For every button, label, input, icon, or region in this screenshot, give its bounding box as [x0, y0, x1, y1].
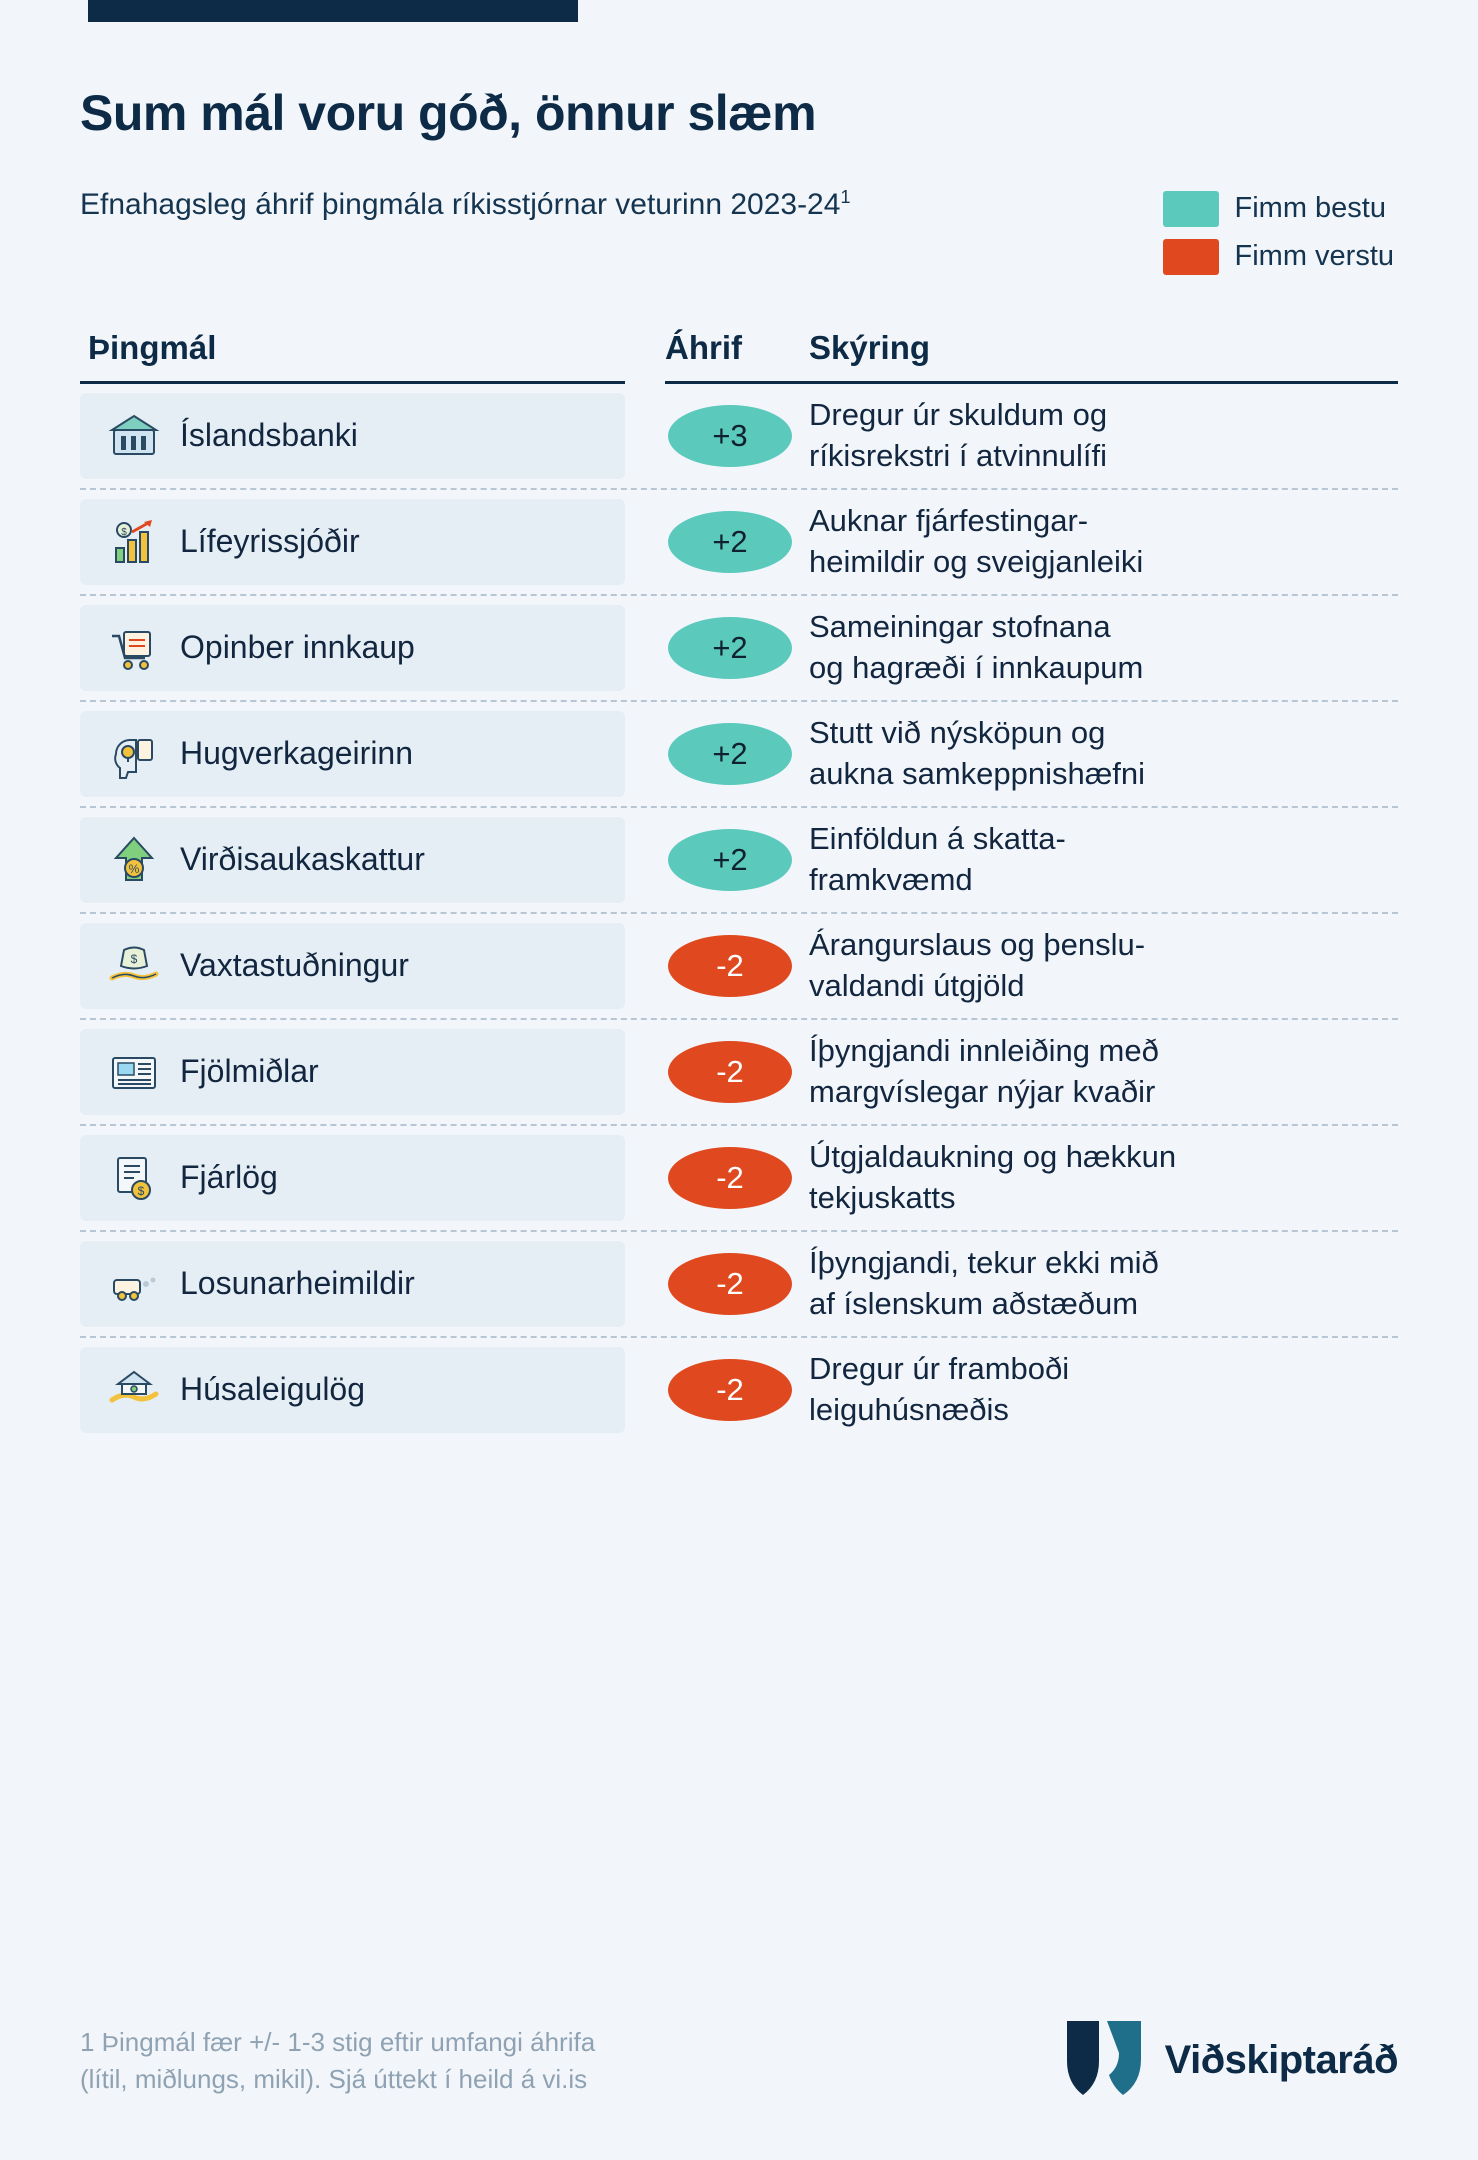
money-hand-icon — [106, 938, 162, 994]
column-header-thingmal: Þingmál — [80, 329, 625, 384]
row-description-line1: Sameiningar stofnana — [809, 609, 1111, 645]
emissions-icon — [106, 1256, 162, 1312]
row-score-cell — [665, 490, 795, 594]
row-description-line2: valdandi útgjöld — [809, 967, 1025, 1003]
row-description-line1: Árangurslaus og þenslu- — [809, 927, 1146, 963]
row-name-box — [80, 1241, 625, 1327]
svg-text:$: $ — [137, 1183, 145, 1198]
row-name-label: Hugverkageirinn — [180, 735, 414, 771]
row-name-box — [80, 1135, 625, 1221]
row-name-cell — [80, 702, 625, 806]
row-description-cell — [795, 596, 1398, 700]
legend-swatch-worst — [1163, 239, 1219, 275]
svg-text:%: % — [128, 861, 140, 876]
row-score-cell — [665, 1232, 795, 1336]
footnote-line2: (lítil, miðlungs, mikil). Sjá úttekt í heild á vi.is — [80, 2063, 588, 2094]
row-description-cell — [795, 702, 1398, 806]
house-key-icon — [106, 1362, 162, 1418]
row-name-cell — [80, 1020, 625, 1124]
brand-name: Viðskiptaráð — [1164, 2038, 1398, 2082]
row-name-box — [80, 1029, 625, 1115]
column-header-skyring: Skýring — [795, 329, 1398, 384]
row-name-box — [80, 711, 625, 797]
row-description-line2: ríkisrekstri í atvinnulífi — [809, 437, 1108, 473]
legend-swatch-best — [1163, 191, 1219, 227]
score-badge: -2 — [668, 1147, 792, 1209]
row-name-label: Húsaleigulög — [180, 1371, 366, 1407]
vidskiptarad-logo-icon — [1061, 2017, 1147, 2104]
row-name-label: Lífeyrissjóðir — [180, 523, 360, 559]
score-badge: -2 — [668, 1253, 792, 1315]
row-description-cell — [795, 490, 1398, 594]
row-description-line2: og hagræði í innkaupum — [809, 649, 1144, 685]
footnote-line1: 1 Þingmál fær +/- 1-3 stig eftir umfangi áhrifa — [80, 2027, 596, 2058]
row-description-line2: aukna samkeppnishæfni — [809, 755, 1146, 791]
table-row — [80, 1232, 1398, 1338]
shopping-cart-icon — [106, 620, 162, 676]
row-name-box — [80, 923, 625, 1009]
row-description-line1: Stutt við nýsköpun og — [809, 715, 1106, 751]
row-description-line2: margvíslegar nýjar kvaðir — [809, 1073, 1156, 1109]
table-row — [80, 702, 1398, 808]
row-score-cell — [665, 1126, 795, 1230]
svg-text:$: $ — [121, 526, 127, 538]
row-name-cell — [80, 1232, 625, 1336]
legend — [1163, 191, 1395, 287]
score-badge: +2 — [668, 617, 792, 679]
score-badge: -2 — [668, 935, 792, 997]
row-score-cell — [665, 1338, 795, 1442]
row-description-line1: Íþyngjandi innleiðing með — [809, 1033, 1159, 1069]
subtitle-footnote-marker: 1 — [840, 186, 851, 207]
row-description-line1: Dregur úr skuldum og — [809, 397, 1108, 433]
row-description-line1: Auknar fjárfestingar- — [809, 503, 1089, 539]
row-name-cell — [80, 384, 625, 488]
row-score-cell — [665, 384, 795, 488]
footnote — [80, 2024, 595, 2097]
row-name-cell — [80, 596, 625, 700]
row-score-cell — [665, 596, 795, 700]
row-name-label: Opinber innkaup — [180, 629, 415, 665]
row-name-label: Fjárlög — [180, 1159, 278, 1195]
legend-item-worst — [1163, 239, 1395, 275]
row-name-box — [80, 817, 625, 903]
table-row — [80, 914, 1398, 1020]
table-header-row — [80, 329, 1398, 384]
row-name-box — [80, 1347, 625, 1433]
newspaper-icon — [106, 1044, 162, 1100]
budget-document-icon — [106, 1150, 162, 1206]
row-description-line2: af íslenskum aðstæðum — [809, 1285, 1139, 1321]
row-description-line2: leiguhúsnæðis — [809, 1391, 1009, 1427]
table-row — [80, 1020, 1398, 1126]
subtitle — [80, 185, 850, 226]
footer — [80, 2017, 1398, 2104]
table-row — [80, 808, 1398, 914]
growth-chart-icon — [106, 514, 162, 570]
row-description-cell — [795, 1338, 1398, 1442]
table-row — [80, 490, 1398, 596]
brand-lockup — [1061, 2017, 1398, 2104]
row-description-cell — [795, 914, 1398, 1018]
row-description-line2: tekjuskatts — [809, 1179, 956, 1215]
row-name-label: Virðisaukaskattur — [180, 841, 425, 877]
row-description-line1: Einföldun á skatta- — [809, 821, 1066, 857]
row-description-cell — [795, 808, 1398, 912]
row-name-label: Losunarheimildir — [180, 1265, 415, 1301]
percent-arrow-icon — [106, 832, 162, 888]
row-name-label: Íslandsbanki — [180, 417, 358, 453]
row-name-cell — [80, 808, 625, 912]
table-row — [80, 596, 1398, 702]
row-description-line2: framkvæmd — [809, 861, 973, 897]
row-name-cell — [80, 1338, 625, 1442]
row-description-cell — [795, 384, 1398, 488]
table-row — [80, 1126, 1398, 1232]
row-name-box — [80, 393, 625, 479]
row-description-line2: heimildir og sveigjanleiki — [809, 543, 1144, 579]
svg-text:$: $ — [130, 951, 138, 966]
legend-label-best: Fimm bestu — [1234, 192, 1386, 224]
table-row — [80, 1338, 1398, 1442]
row-description-line1: Íþyngjandi, tekur ekki mið — [809, 1245, 1159, 1281]
row-name-cell — [80, 1126, 625, 1230]
impact-table — [80, 329, 1398, 1442]
row-score-cell — [665, 702, 795, 806]
legend-item-best — [1163, 191, 1395, 227]
row-description-cell — [795, 1232, 1398, 1336]
row-description-line1: Dregur úr framboði — [809, 1351, 1070, 1387]
score-badge: +3 — [668, 405, 792, 467]
row-score-cell — [665, 808, 795, 912]
score-badge: +2 — [668, 829, 792, 891]
idea-head-icon — [106, 726, 162, 782]
table-row — [80, 384, 1398, 490]
subtitle-text: Efnahagsleg áhrif þingmála ríkisstjórnar veturinn 2023-24 — [80, 187, 841, 221]
page-title: Sum mál voru góð, önnur slæm — [80, 85, 817, 141]
score-badge: +2 — [668, 511, 792, 573]
row-name-cell — [80, 490, 625, 594]
row-description-cell — [795, 1126, 1398, 1230]
legend-label-worst: Fimm verstu — [1234, 240, 1394, 272]
row-score-cell — [665, 1020, 795, 1124]
row-name-box — [80, 605, 625, 691]
bank-icon — [106, 408, 162, 464]
row-name-label: Fjölmiðlar — [180, 1053, 319, 1089]
row-score-cell — [665, 914, 795, 1018]
row-name-box — [80, 499, 625, 585]
row-name-cell — [80, 914, 625, 1018]
column-header-ahrif: Áhrif — [665, 329, 795, 384]
score-badge: -2 — [668, 1359, 792, 1421]
row-description-line1: Útgjaldaukning og hækkun — [809, 1139, 1177, 1175]
row-name-label: Vaxtastuðningur — [180, 947, 409, 983]
row-description-cell — [795, 1020, 1398, 1124]
score-badge: -2 — [668, 1041, 792, 1103]
subheader-row — [80, 185, 1398, 287]
score-badge: +2 — [668, 723, 792, 785]
